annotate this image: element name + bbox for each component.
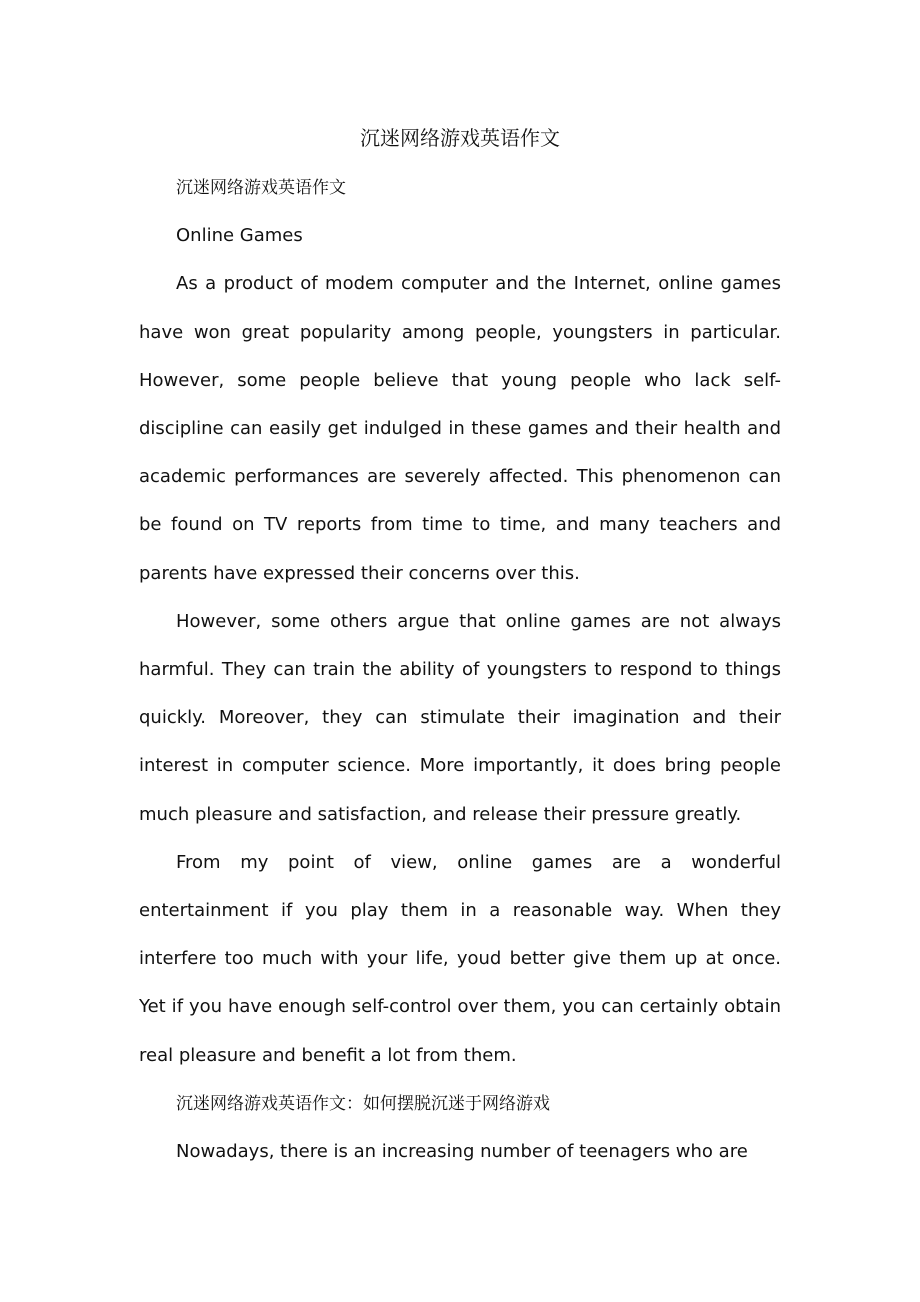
document-body bbox=[139, 164, 781, 1176]
section-heading: 沉迷网络游戏英语作文：如何摆脱沉迷于网络游戏 bbox=[176, 1093, 550, 1114]
section-heading: Online Games bbox=[176, 225, 303, 247]
body-paragraph: However, some others argue that online games are not always harmful. They can train the ability of youngsters to respond to things quickly. Moreover, they can stimulate their imagination and their interest in computer science. More importantly, it does bring people much pleasure and satisfaction, and release their pressure greatly. bbox=[139, 610, 781, 825]
subtitle-paragraph: 沉迷网络游戏英语作文 bbox=[176, 178, 346, 198]
body-paragraph: Nowadays, there is an increasing number of teenagers who are bbox=[176, 1141, 748, 1163]
document-title: 沉迷网络游戏英语作文 bbox=[360, 126, 560, 150]
body-paragraph: As a product of modem computer and the Internet, online games have won great popularity among people, youngsters in particular. However, some people believe that young people who lack self-discipline can easily get indulged in these games and their health and academic performances are severely affected. This phenomenon can be found on TV reports from time to time, and many teachers and parents have expressed their concerns over this. bbox=[139, 273, 781, 584]
body-paragraph: From my point of view, online games are a wonderful entertainment if you play them in a reasonable way. When they interfere too much with your life, youd better give them up at once. Yet if you have enough self-control over them, you can certainly obtain real pleasure and benefit a lot from them. bbox=[139, 851, 781, 1066]
